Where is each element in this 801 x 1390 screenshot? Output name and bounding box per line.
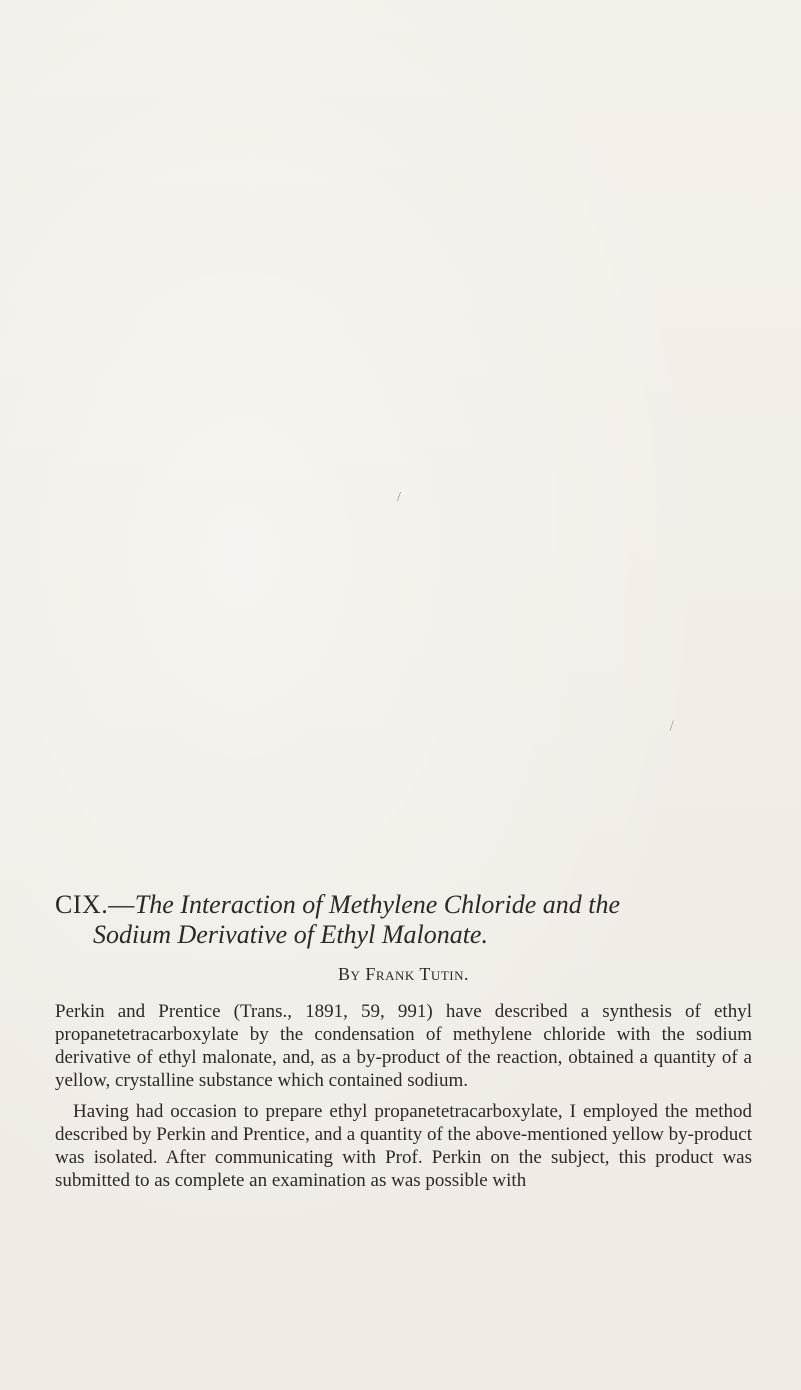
- stray-mark: /: [397, 490, 401, 505]
- paragraph: Having had occasion to prepare ethyl propanetetracarboxylate, I employed the method described by Perkin and Prentice, and a quantity of the above-mentioned yellow by-product was isolated. After communicating with Prof. Perkin on the subject, this product was submitted to as complete an examination as was possible with: [55, 1101, 752, 1191]
- article-title: [55, 890, 752, 950]
- byline: By Frank Tutin.: [338, 964, 469, 984]
- article-body: [55, 890, 752, 1192]
- article-number: CIX.—: [55, 890, 135, 919]
- paragraph: Perkin and Prentice (Trans., 1891, 59, 991) have described a synthesis of ethyl propanetetracarboxylate by the condensation of methylene chloride with the sodium derivative of ethyl malonate, and, as a by-product of the reaction, obtained a quantity of a yellow, crystalline substance which contained sodium.: [55, 1001, 752, 1091]
- title-line-2: Sodium Derivative of Ethyl Malonate.: [93, 920, 488, 949]
- stray-mark: ⁄: [668, 719, 676, 735]
- title-line-1: The Interaction of Methylene Chloride and the: [134, 890, 621, 919]
